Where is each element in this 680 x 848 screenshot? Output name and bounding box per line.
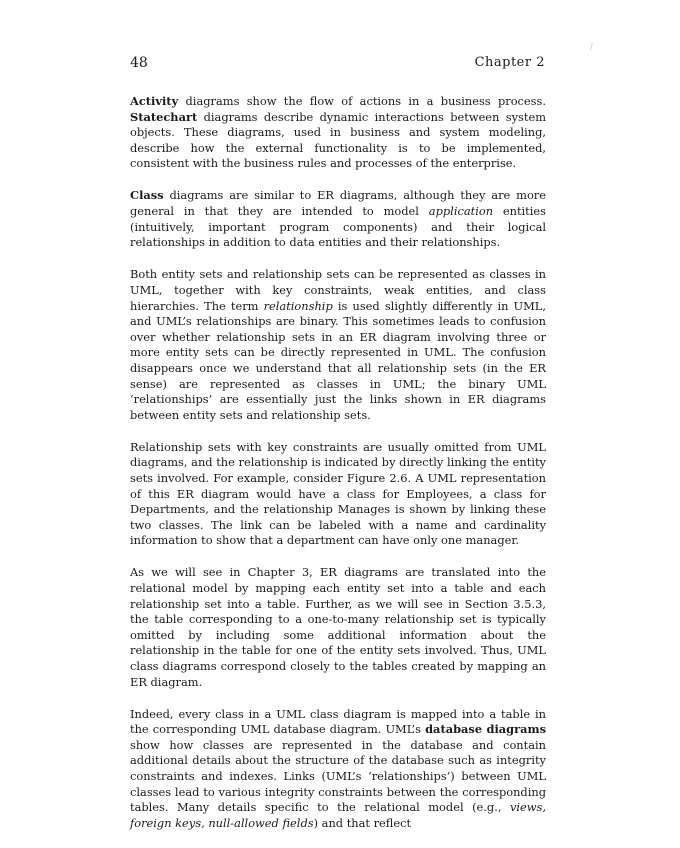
body-text (130, 94, 546, 848)
chapter-label: Chapter 2 (474, 55, 545, 70)
text-run: is used slightly differently in UML, and UML’s relationships are binary. This sometimes leads to confusion over whether relationship sets in an ER diagram involving three or more entity sets can be directly represented in UML. The confusion disappears once we understand that all relationship sets (in the ER sense) are represented as classes in UML; the binary UML ‘relationships’ are essentially just the links shown in ER diagrams between entity sets and relationship sets. (130, 298, 546, 422)
text-run: views, foreign keys, null-allowed fields (130, 800, 546, 830)
text-run: Class (130, 188, 164, 203)
text-run: As we will see in Chapter 3, ER diagrams are translated into the relational model by mapping each entity set into a table and each relationship set into a table. Further, as we will see in Section 3.5.3, the table corresponding to a one-to-many relationship set is typically omitted by including some additional information about the relationship in the table for one of the entity sets involved. Thus, UML class diagrams correspond closely to the tables created by mapping an ER diagram. (130, 565, 546, 689)
paragraph-3 (130, 267, 546, 423)
text-run: database diagrams (425, 722, 546, 737)
text-run: show how classes are represented in the database and contain additional details about the structure of the database such as integrity constraints and indexes. Links (UML’s ‘relationships’) between UML classes lead to various integrity constraints between the corresponding tables. Many details specific to the relational model (e.g., (130, 737, 546, 815)
paragraph-4 (130, 440, 546, 549)
paragraph-6 (130, 707, 546, 832)
paragraph-5 (130, 565, 546, 690)
text-run: application (428, 204, 494, 219)
page-number: 48 (130, 55, 148, 71)
running-header (130, 55, 545, 75)
text-run: diagrams are similar to ER diagrams, although they are more general in that they are intended to model (130, 188, 546, 219)
text-run: Statechart (130, 109, 198, 124)
text-run: Indeed, every class in a UML class diagram is mapped into a table in the corresponding UML database diagram. UML’s (130, 706, 546, 737)
text-run: Both entity sets and relationship sets can be represented as classes in UML, together with key constraints, weak entities, and class hierarchies. The term (130, 267, 546, 313)
text-run: ) and that reflect (313, 815, 412, 830)
text-run: entities (intuitively, important program components) and their logical relationships in addition to data entities and their relationships. (130, 204, 546, 250)
text-run: relationship (263, 298, 333, 313)
text-run: diagrams show the flow of actions in a business process. (178, 94, 546, 108)
text-run: Activity (130, 94, 179, 108)
text-run: diagrams describe dynamic interactions between system objects. These diagrams, used in business and system modeling, describe how the external functionality is to be implemented, consistent with the business rules and processes of the enterprise. (130, 109, 546, 171)
paragraph-1 (130, 94, 546, 172)
paragraph-2 (130, 188, 546, 250)
margin-mark: / (590, 42, 593, 51)
text-run: Relationship sets with key constraints are usually omitted from UML diagrams, and the relationship is indicated by directly linking the entity sets involved. For example, consider Figure 2.6. A UML representation of this ER diagram would have a class for Employees, a class for Departments, and the relationship Manages is shown by linking these two classes. The link can be labeled with a name and cardinality information to show that a department can have only one manager. (130, 439, 546, 548)
